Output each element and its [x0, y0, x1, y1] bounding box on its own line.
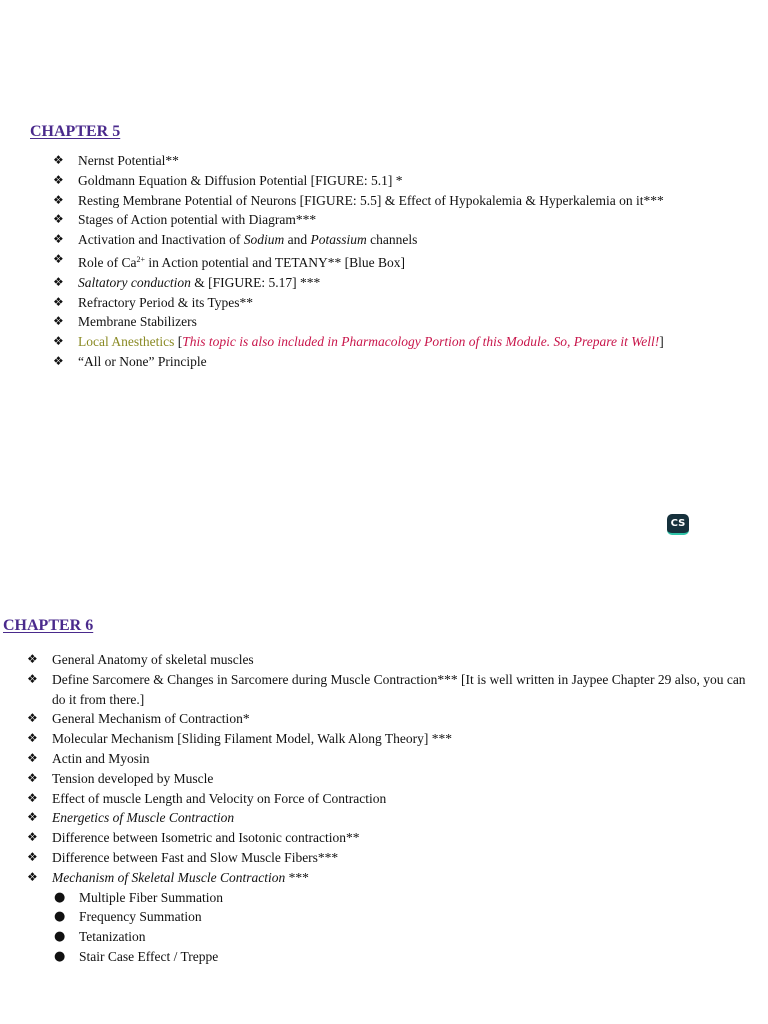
diamond-bullet-icon: ❖	[27, 869, 38, 884]
chapter-5-topic-list	[53, 151, 753, 372]
round-bullet-icon: ●	[54, 948, 66, 964]
list-item: ❖ General Anatomy of skeletal muscles	[27, 650, 757, 670]
list-item: ❖ Define Sarcomere & Changes in Sarcomere during Muscle Contraction*** [It is well written in Jaypee Chapter 29 also, you can do it from there.]	[27, 671, 746, 707]
list-item: ❖ Effect of muscle Length and Velocity on Force of Contraction	[27, 789, 757, 809]
list-item: ❖ Local Anesthetics [This topic is also included in Pharmacology Portion of this Module. So, Prepare it Well!]	[53, 332, 753, 352]
list-item: ❖ General Mechanism of Contraction*	[27, 709, 757, 729]
chapter-5-heading: CHAPTER 5	[30, 123, 121, 140]
list-item: ❖ Nernst Potential**	[53, 151, 753, 171]
diamond-bullet-icon: ❖	[53, 192, 64, 207]
list-item: ❖ Membrane Stabilizers	[53, 312, 753, 332]
list-item: ❖ Difference between Fast and Slow Muscle Fibers***	[27, 848, 757, 868]
diamond-bullet-icon: ❖	[27, 790, 38, 805]
chapter-6-heading: CHAPTER 6	[3, 617, 94, 634]
diamond-bullet-icon: ❖	[53, 294, 64, 309]
diamond-bullet-icon: ❖	[27, 731, 38, 746]
diamond-bullet-icon: ❖	[53, 212, 64, 227]
diamond-bullet-icon: ❖	[53, 172, 64, 187]
diamond-bullet-icon: ❖	[53, 314, 64, 329]
diamond-bullet-icon: ❖	[27, 830, 38, 845]
diamond-bullet-icon: ❖	[53, 153, 64, 167]
camscanner-logo: CS	[667, 514, 689, 535]
diamond-bullet-icon: ❖	[27, 810, 38, 825]
diamond-bullet-icon: ❖	[27, 652, 38, 666]
list-item: ❖ Tension developed by Muscle	[27, 769, 757, 789]
diamond-bullet-icon: ❖	[27, 711, 38, 726]
chapter-6-topic-list	[27, 650, 757, 967]
list-item: ❖ Molecular Mechanism [Sliding Filament Model, Walk Along Theory] ***	[27, 729, 757, 749]
sub-list-item: ● Tetanization	[54, 927, 757, 947]
list-item: ❖ Resting Membrane Potential of Neurons [FIGURE: 5.5] & Effect of Hypokalemia & Hyperkalemia on it***	[53, 191, 753, 211]
diamond-bullet-icon: ❖	[27, 750, 38, 765]
diamond-bullet-icon: ❖	[53, 334, 64, 349]
list-item: ❖ Goldmann Equation & Diffusion Potential [FIGURE: 5.1] *	[53, 171, 753, 191]
sub-list-item: ● Stair Case Effect / Treppe	[54, 947, 757, 967]
diamond-bullet-icon: ❖	[53, 232, 64, 247]
sub-list-item: ● Frequency Summation	[54, 907, 757, 927]
list-item: ❖ Saltatory conduction & [FIGURE: 5.17] ***	[53, 273, 753, 293]
list-item: ❖ Stages of Action potential with Diagram***	[53, 210, 753, 230]
list-item: ❖ Energetics of Muscle Contraction	[27, 808, 757, 828]
diamond-bullet-icon: ❖	[53, 353, 64, 368]
diamond-bullet-icon: ❖	[27, 849, 38, 864]
list-item: ❖ Refractory Period & its Types**	[53, 293, 753, 313]
list-item: ❖ Activation and Inactivation of Sodium and Potassium channels	[53, 230, 753, 250]
round-bullet-icon: ●	[54, 909, 66, 925]
diamond-bullet-icon: ❖	[27, 770, 38, 785]
pharmacology-note: This topic is also included in Pharmacology Portion of this Module. So, Prepare it Well!	[182, 334, 660, 350]
round-bullet-icon: ●	[54, 929, 66, 945]
list-item: ❖ Actin and Myosin	[27, 749, 757, 769]
sub-list-item: ● Multiple Fiber Summation	[54, 888, 757, 908]
diamond-bullet-icon: ❖	[53, 251, 64, 266]
diamond-bullet-icon: ❖	[27, 671, 38, 686]
list-item: ❖ Difference between Isometric and Isotonic contraction**	[27, 828, 757, 848]
list-item: ❖ “All or None” Principle	[53, 352, 753, 372]
diamond-bullet-icon: ❖	[53, 274, 64, 289]
round-bullet-icon: ●	[54, 889, 66, 905]
list-item: ❖ Role of $Ca^{2+}$ in Action potential and TETANY** [Blue Box]	[53, 251, 406, 270]
list-item: ❖ Mechanism of Skeletal Muscle Contraction ***	[27, 868, 757, 888]
